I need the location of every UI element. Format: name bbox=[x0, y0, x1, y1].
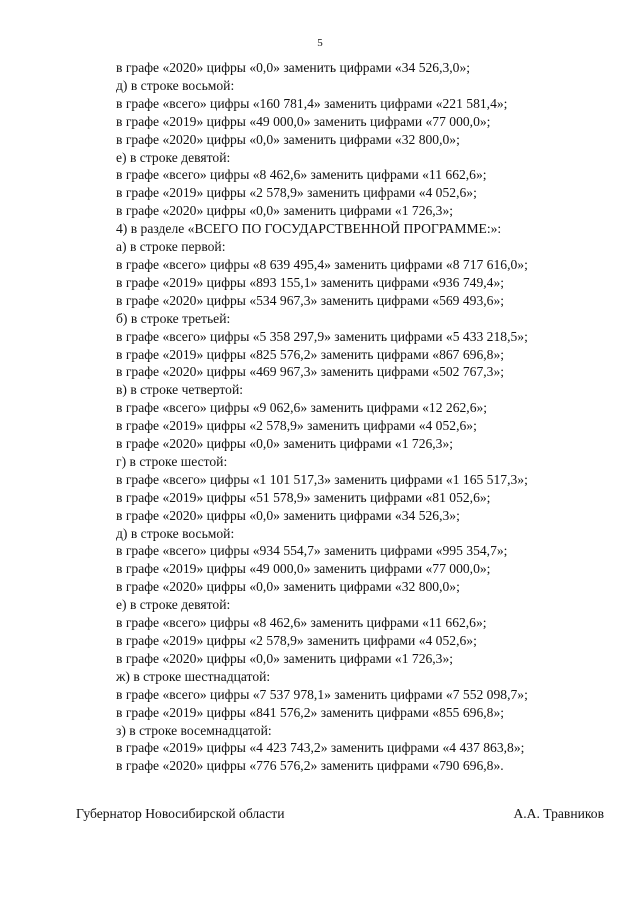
text-line: г) в строке шестой: bbox=[116, 453, 228, 469]
text-line: в графе «всего» цифры «8 462,6» заменить цифрами «11 662,6»; bbox=[116, 167, 487, 183]
text-line: в графе «2020» цифры «776 576,2» заменить цифрами «790 696,8». bbox=[116, 758, 504, 774]
signatory-name: А.А. Травников bbox=[513, 806, 604, 821]
text-line: в графе «2020» цифры «0,0» заменить цифрами «34 526,3»; bbox=[116, 507, 460, 523]
text-line: в графе «всего» цифры «160 781,4» заменить цифрами «221 581,4»; bbox=[116, 95, 508, 111]
text-line: в графе «2019» цифры «2 578,9» заменить цифрами «4 052,6»; bbox=[116, 185, 477, 201]
text-line: в графе «2019» цифры «51 578,9» заменить цифрами «81 052,6»; bbox=[116, 489, 491, 505]
text-line: в графе «всего» цифры «1 101 517,3» заменить цифрами «1 165 517,3»; bbox=[116, 471, 528, 487]
text-line: в графе «всего» цифры «8 639 495,4» заменить цифрами «8 717 616,0»; bbox=[116, 256, 528, 272]
text-line: в графе «2020» цифры «0,0» заменить цифрами «1 726,3»; bbox=[116, 436, 454, 452]
text-line: в графе «всего» цифры «9 062,6» заменить цифрами «12 262,6»; bbox=[116, 400, 488, 416]
text-line: в графе «2020» цифры «469 967,3» заменить цифрами «502 767,3»; bbox=[116, 364, 505, 380]
text-line: в графе «2020» цифры «534 967,3» заменить цифрами «569 493,6»; bbox=[116, 292, 505, 308]
text-line: е) в строке девятой: bbox=[116, 597, 231, 613]
text-line: ж) в строке шестнадцатой: bbox=[116, 668, 271, 684]
text-line: в графе «всего» цифры «7 537 978,1» заменить цифрами «7 552 098,7»; bbox=[116, 686, 528, 702]
text-line: б) в строке третьей: bbox=[116, 310, 231, 326]
text-line: д) в строке восьмой: bbox=[116, 77, 235, 93]
text-line: е) в строке девятой: bbox=[116, 149, 231, 165]
text-line: в графе «2019» цифры «49 000,0» заменить цифрами «77 000,0»; bbox=[116, 561, 491, 577]
text-line: в графе «всего» цифры «8 462,6» заменить цифрами «11 662,6»; bbox=[116, 615, 487, 631]
text-line: в графе «2019» цифры «825 576,2» заменить цифрами «867 696,8»; bbox=[116, 346, 505, 362]
text-line: в графе «2020» цифры «0,0» заменить цифрами «1 726,3»; bbox=[116, 650, 454, 666]
text-line: в графе «2019» цифры «2 578,9» заменить цифрами «4 052,6»; bbox=[116, 418, 477, 434]
signatory-position: Губернатор Новосибирской области bbox=[76, 806, 285, 821]
document-body bbox=[116, 59, 626, 775]
text-line: з) в строке восемнадцатой: bbox=[116, 722, 272, 738]
text-line: д) в строке восьмой: bbox=[116, 525, 235, 541]
page-number: 5 bbox=[317, 37, 323, 49]
text-line: в графе «2020» цифры «0,0» заменить цифрами «32 800,0»; bbox=[116, 131, 460, 147]
text-line: в графе «2020» цифры «0,0» заменить цифрами «34 526,3,0»; bbox=[116, 60, 471, 75]
text-line: в графе «2020» цифры «0,0» заменить цифрами «32 800,0»; bbox=[116, 579, 460, 595]
text-line: 4) в разделе «ВСЕГО ПО ГОСУДАРСТВЕННОЙ ПРОГРАММЕ:»: bbox=[116, 221, 502, 237]
text-line: а) в строке первой: bbox=[116, 239, 226, 255]
text-line: в графе «всего» цифры «934 554,7» заменить цифрами «995 354,7»; bbox=[116, 543, 508, 559]
text-line: в графе «2019» цифры «841 576,2» заменить цифрами «855 696,8»; bbox=[116, 704, 505, 720]
text-line: в графе «всего» цифры «5 358 297,9» заменить цифрами «5 433 218,5»; bbox=[116, 328, 528, 344]
text-line: в) в строке четвертой: bbox=[116, 382, 244, 398]
text-line: в графе «2019» цифры «2 578,9» заменить цифрами «4 052,6»; bbox=[116, 633, 477, 648]
text-line: в графе «2020» цифры «0,0» заменить цифрами «1 726,3»; bbox=[116, 203, 454, 219]
text-line: в графе «2019» цифры «49 000,0» заменить цифрами «77 000,0»; bbox=[116, 113, 491, 129]
text-line: в графе «2019» цифры «893 155,1» заменить цифрами «936 749,4»; bbox=[116, 274, 505, 290]
text-line: в графе «2019» цифры «4 423 743,2» заменить цифрами «4 437 863,8»; bbox=[116, 740, 525, 756]
